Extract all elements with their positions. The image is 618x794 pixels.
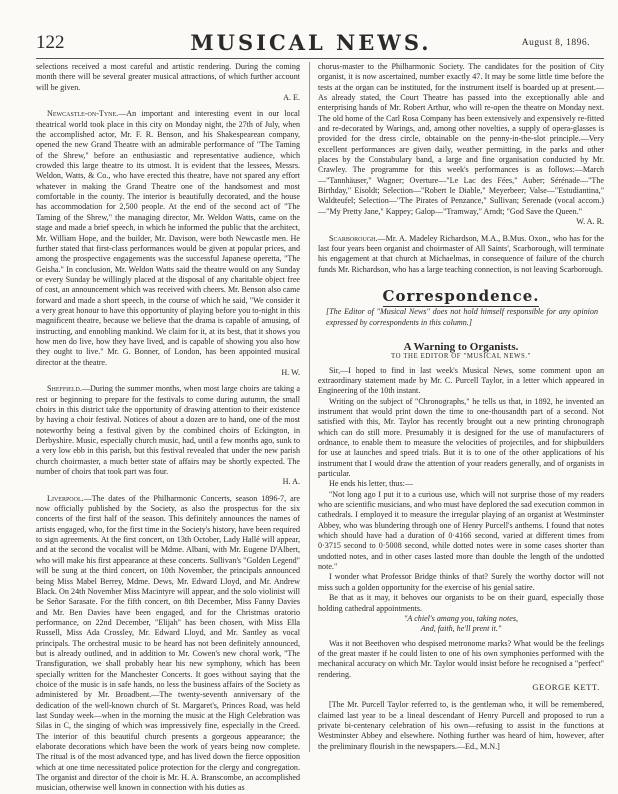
signature: H. A. [282,477,300,487]
poem-line: "A chiel's amang you, taking notes, [403,613,518,623]
newcastle-report [36,109,300,368]
report-text: —Mr. A. Madeley Richardson, M.A., B.Mus. Oxon., who has for the last four years been organist and choirmaster of All Saints', Scarborough, will terminate his engagement at that church at Michaelmas, in consequence of failure of the church funds Mr. Richardson, who has a large teaching connection, is not leaving Scarborough. [318,233,604,274]
poem-line: And, faith, he'll prent it." [420,624,502,634]
section-heading: Liverpool. [47,493,84,503]
right-column [318,62,604,752]
article-subtitle: TO THE EDITOR OF "MUSICAL NEWS." [390,353,532,361]
report-text: —During the summer months, when most large choirs are taking a rest or beginning to prepare for the festivals to come during autumn, the small choirs in this district take the opportunity of drawing attention to their existence by having a choir festival. Notices of about a dozen are to hand, one of the most noteworthy being a festival given by the combined choirs of Eckington, in Derbyshire. Music, especially church music, had, until a few months ago, sunk to a very low ebb in this parish, but this festival revealed that under the new parish church choirmaster, a much better state of affairs may be shortly expected. The number of choirs that took part was four. [36,384,300,477]
column-divider [309,62,310,752]
report-text: —An important and interesting event in our local theatrical world took place in this city on Monday night, the 27th of July, when the accomplished actor, Mr. F. R. Benson, and his Shakespearean company, opened the new Grand Theatre with an admirable performance of "The Taming of the Shrew," before an enthusiastic and representative audience, which crowded this large theatre to its utmost. It is evident that the lessees, Messrs. Weldon, Watts, & Co., who have erected this theatre, have not spared any effort whatever in making the Grand Theatre one of the handsomest and most comfortable in the county. The interior is beautifully decorated, and the house has accommodation for 2,500 people. At the end of the second act of "The Taming of the Shrew," the managing director, Mr. Weldon Watts, came on the stage and made a brief speech, in which he informed the public that the architect, Mr. William Hope, and the builder, Mr. Davison, were both Newcastle men. He further stated that first-class performances would be given at popular prices, and among the prospective engagements was the successful Japanese operetta, "The Geisha." In conclusion, Mr. Weldon Watts said the theatre would on any Sunday or every Sunday be willingly placed at the disposal of any charitable object free of cost, an announcement which was received with cheers. Mr. Benson also came forward and made a short speech, in the course of which he said, "We consider it a very great honour to have this opportunity of playing before you to-night in this magnificent theatre, because we believe that the drama is capable of amusing, of instructing, and ennobling mankind. We claim for it, at its best, that it shows you how men do live, how they have lived, and is capable of showing you also how they ought to live." Mr. G. Bonner, of London, has been appointed musical director at the theatre. [36,109,300,367]
page-number: 122 [36,32,65,53]
signature: H. W. [281,367,300,377]
liverpool-report [36,494,300,794]
letter-paragraph: I wonder what Professor Bridge thinks of that? Surely the worthy doctor will not miss such a golden opportunity for the exercise of his genial satire. [318,572,604,592]
issue-date: August 8, 1896. [521,38,590,48]
intro-paragraph: selections received a most careful and artistic rendering. During the coming month there will be several greater musical attractions, of which further account will be given. [36,62,300,92]
header-rule [36,58,604,59]
letter-paragraph: Was it not Beethoven who despised metronome marks? What would be the feelings of the great master if he could listen to one of his own symphonies performed with the mechanical accuracy on which Mr. Taylor would insist before he recognised a "perfect" rendering. [318,638,604,679]
sheffield-report [36,384,300,477]
section-heading: Sheffield. [47,384,82,394]
masthead-title: MUSICAL NEWS. [190,30,432,55]
correspondence-title: Correspondence. [382,286,540,305]
section-heading: Scarborough. [329,233,378,243]
scarborough-report [318,234,604,275]
letter-paragraph: Be that as it may, it behoves our organists to be on their guard, especially those holding cathedral appointments. [318,593,604,613]
page-header [18,30,604,56]
correspondence-heading [318,286,604,305]
report-text: —The dates of the Philharmonic Concerts, season 1896-7, are now officially published by the Society, as also the prospectus for the six concerts of the first half of the season. This definitely announces the names of artists engaged, who, for the first time in the Society's history, have been required to sign agreements. At the first concert, on 13th October, Lady Hallé will appear, and at the second the vocalist will be Mdme. Albani, with Mr. Eugene D'Albert, who will make his first appearance at these concerts. Sullivan's "Golden Legend" will be sung at the third concert, on 10th November, the principals announced being Miss Mabel Berrey, Mdme. Dews, Mr. Edward Lloyd, and Mr. Andrew Black. On 24th November Miss Macintyre will appear, and the solo violinist will be Señor Sarasate. For the fifth concert, on 8th December, Miss Fanny Davies and Mr. Ben Davies have been engaged, and for the Christmas oratorio performance, on 22nd December, "Elijah" has been chosen, with Miss Ella Russell, Miss Ada Crossley, Mr. Edward Lloyd, and Mr. Santley as vocal principals. The orchestral music to be heard has not been definitely announced, but is already outlined, and in addition to Mr. Cowen's new choral work, "The Transfiguration, we shall probably hear his new symphony, which has been specially written for the Manchester Concerts. It goes without saying that the choice of the music is in safe hands, no less the business affairs of the Society as administered by Mr. Broadbent.—The twenty-seventh anniversary of the dedication of the well-known church of St. Margaret's, Princes Road, was held last Sunday week—when in the morning the music at the High Celebration was Silas in C, the singing of which was impressively fine, especially in the Creed. The interior of this beautiful church presents a gorgeous appearance; the elaborate decorations which have been the work of years being now complete. The ritual is of the most advanced type, and has lived down the fierce opposition which at one time necessitated police protection for the clergy and congregation. The organist and director of the choir is Mr. H. A. Branscombe, an accomplished musician, otherwise well known in connection with his duties as [36,493,300,793]
article-title: A Warning to Organists. [403,340,519,353]
editor-disclaimer: [The Editor of "Musical News" does not hold himself responsible for any opinion expressed by correspondents in this column.] [326,307,598,327]
editor-footnote: [The Mr. Purcell Taylor referred to, is the gentleman who, it will be remembered, claimed last year to be a lineal descendant of Henry Purcell and proposed to run a private bi-centenary celebration of his own—refusing to assist in the functions at Westminster Abbey and elsewhere. Nothing further was heard of him, however, after the preliminary flourish in the newspapers.—Ed., M.N.] [318,700,604,751]
liverpool-continued: chorus-master to the Philharmonic Society. The candidates for the position of City organist, it is now ascertained, number exactly 47. It may be some little time before the tests at the organ can be instituted, for the instrument itself is boarded up at present.—As already stated, the Court Theatre has passed into the exceptionally able and enterprising hands of Mr. Robert Arthur, who will re-open the theatre on Monday next. The old home of the Carl Rosa Company has been extensively and expensively re-fitted and re-decorated by Warings, and, among other novelties, a supply of opera-glasses is provided for the dress circle, obtainable on the penny-in-the-slot principle.—Very excellent performances are given daily, weather permitting, in the parks and other places by the Constabulary band, a large and fine organisation conducted by Mr. Crawley. The programme for this week's performances is as follows:—March—"Tannhäuser," Wagner; Overture—"Le Lac des Fées," Auber; Sérénade—"The Birthday," Eisoldt; Selection—"Robert le Diable," Meyerbeer; Valse—"Estudiantina," Waldteufel; Selection—"The Pirates of Penzance," Sullivan; Serenade (vocal accom.)—"My Pretty Jane," Kappey; Galop—"Tramway," Arndt; "God Save the Queen." [318,62,604,216]
section-heading: Newcastle-on-Tyne. [47,109,119,119]
letter-paragraph: Writing on the subject of "Chronographs," he tells us that, in 1892, he invented an instrument that would print down the time to one-thousandth part of a second. Not satisfied with this, Mr. Taylor has recently brought out a new printing chronograph which can do still more. Presumably it is designed for the use of manufacturers of ordnance, to enable them to measure the velocities of projectiles, and for shipbuilders for use at launches and speed trials. But it is to one of the other applications of his instrument that I would draw the attention of your readers generally, and of organists in particular. [318,396,604,479]
letter-paragraph: He ends his letter, thus:— [329,479,413,489]
letter-paragraph: Sir,—I hoped to find in last week's Musical News, some comment upon an extraordinary statement made by Mr. C. Purcell Taylor, in a letter which appeared in Engineering of the 10th instant. [318,365,604,396]
signature: A. E. [283,93,300,103]
signature: W. A. R. [576,217,604,227]
left-column [36,62,300,794]
letter-quote: "Not long ago I put it to a curious use, which will not surprise those of my readers who are scientific musicians, and who must have deplored the sad execution common in cathedrals. I employed it to measure the irregular playing of an organist at Westminster Abbey, who was blundering through one of Henry Purcell's anthems. I found that notes which should have had a duration of 0·4166 second, varied at different times from 0·3715 second to 0·5008 second, while dotted notes were in some cases shorter than undotted notes, and in other cases lasted more than double the length of the undotted note." [318,489,604,572]
letter-author: GEORGE KETT. [532,681,600,692]
